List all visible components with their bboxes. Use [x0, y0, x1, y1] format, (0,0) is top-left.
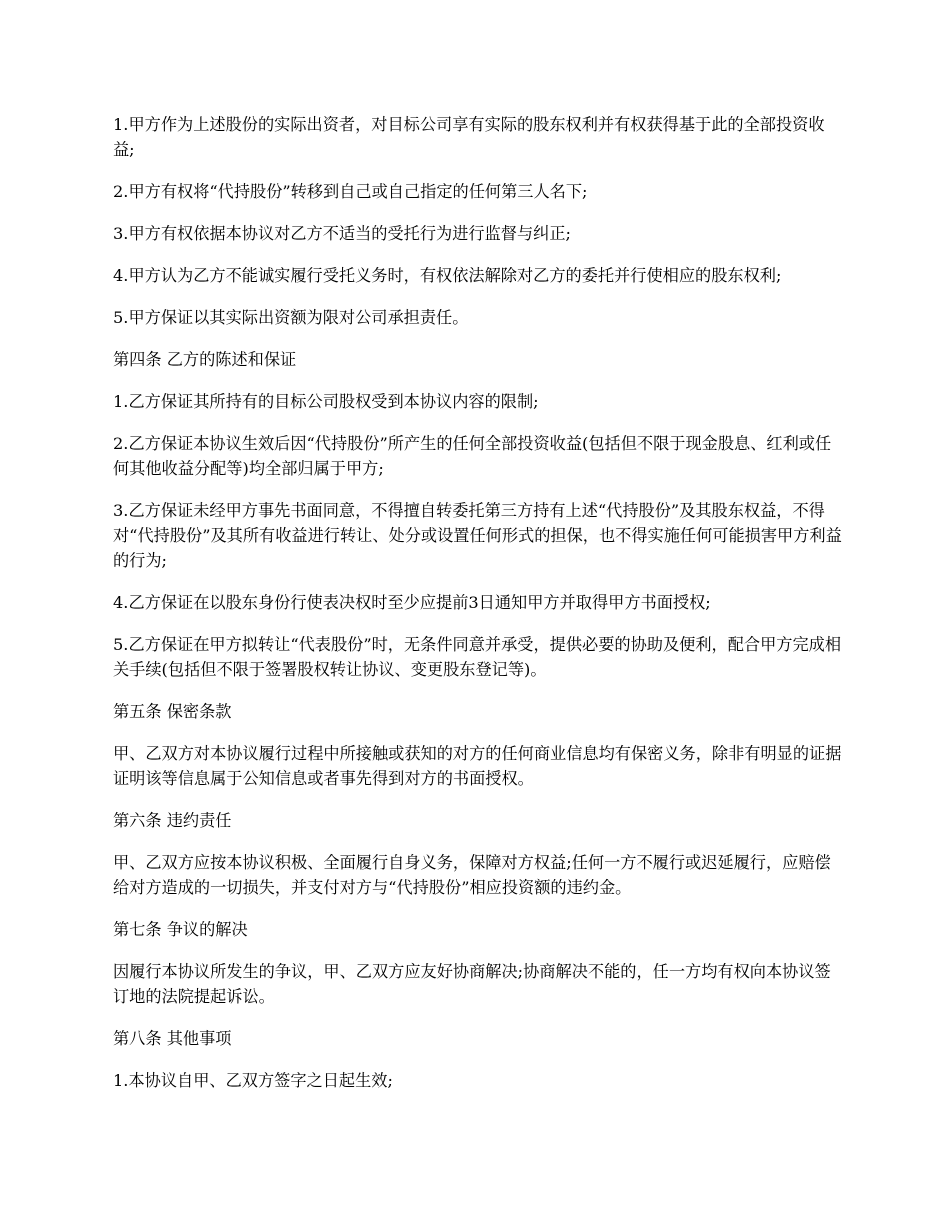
- paragraph-party-a-right-2: 2.甲方有权将“代持股份”转移到自己或自己指定的任何第三人名下;: [113, 182, 588, 201]
- paragraph-confidentiality: 甲、乙双方对本协议履行过程中所接触或获知的对方的任何商业信息均有保密义务，除非有明显的证据证明该等信息属于公知信息或者事先得到对方的书面授权。: [113, 744, 842, 788]
- paragraph-party-a-right-1: 1.甲方作为上述股份的实际出资者，对目标公司享有实际的股东权利并有权获得基于此的全部投资收益;: [113, 115, 825, 159]
- paragraph-party-a-right-4: 4.甲方认为乙方不能诚实履行受托义务时，有权依法解除对乙方的委托并行使相应的股东权利;: [113, 266, 782, 285]
- section-heading-article-5: 第五条 保密条款: [113, 702, 232, 721]
- paragraph-party-a-right-5: 5.甲方保证以其实际出资额为限对公司承担责任。: [113, 308, 469, 327]
- section-heading-article-4: 第四条 乙方的陈述和保证: [113, 350, 297, 369]
- document-page: [113, 112, 843, 1110]
- paragraph-other-matters-1: 1.本协议自甲、乙双方签字之日起生效;: [113, 1071, 393, 1090]
- paragraph-party-b-warranty-3: 3.乙方保证未经甲方事先书面同意，不得擅自转委托第三方持有上述“代持股份”及其股东权益，不得对“代持股份”及其所有收益进行转让、处分或设置任何形式的担保，也不得实施任何可能损害甲方利益的行为;: [113, 501, 842, 570]
- section-heading-article-7: 第七条 争议的解决: [113, 920, 248, 939]
- paragraph-party-a-right-3: 3.甲方有权依据本协议对乙方不适当的受托行为进行监督与纠正;: [113, 224, 571, 243]
- paragraph-liability: 甲、乙双方应按本协议积极、全面履行自身义务，保障对方权益;任何一方不履行或迟延履行，应赔偿给对方造成的一切损失，并支付对方与“代持股份”相应投资额的违约金。: [113, 853, 831, 897]
- section-heading-article-8: 第八条 其他事项: [113, 1029, 232, 1048]
- paragraph-party-b-warranty-1: 1.乙方保证其所持有的目标公司股权受到本协议内容的限制;: [113, 392, 539, 411]
- section-heading-article-6: 第六条 违约责任: [113, 811, 232, 830]
- paragraph-dispute-resolution: 因履行本协议所发生的争议，甲、乙双方应友好协商解决;协商解决不能的，任一方均有权向本协议签订地的法院提起诉讼。: [113, 962, 831, 1006]
- paragraph-party-b-warranty-2: 2.乙方保证本协议生效后因“代持股份”所产生的任何全部投资收益(包括但不限于现金股息、红利或任何其他收益分配等)均全部归属于甲方;: [113, 434, 832, 478]
- paragraph-party-b-warranty-4: 4.乙方保证在以股东身份行使表决权时至少应提前3日通知甲方并取得甲方书面授权;: [113, 593, 711, 612]
- paragraph-party-b-warranty-5: 5.乙方保证在甲方拟转让“代表股份”时，无条件同意并承受，提供必要的协助及便利，配合甲方完成相关手续(包括但不限于签署股权转让协议、变更股东登记等)。: [113, 635, 842, 679]
